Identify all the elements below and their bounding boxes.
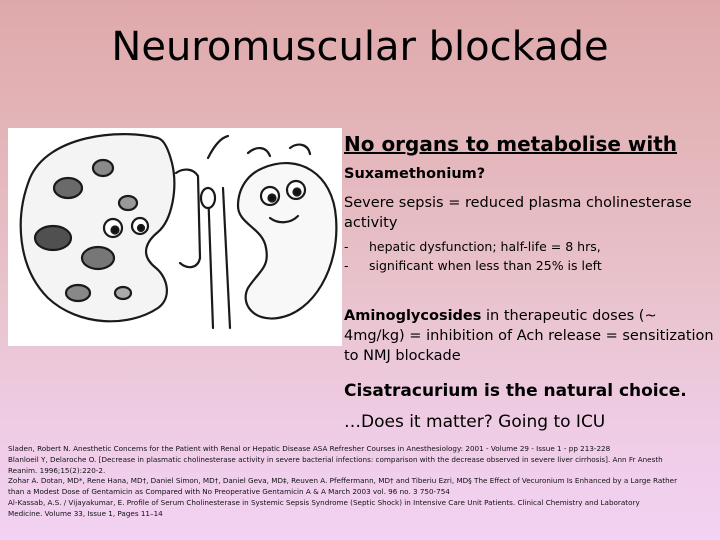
reference-line: Zohar A. Dotan, MD*, Rene Hana, MD†, Daniel Simon, MD†, Daniel Geva, MD‡, Reuven A. Pfeffermann, MD† and Tiberiu Ezri, MD§ The Effect of Vecuronium Is Enhanced by a Large Rather: [8, 476, 678, 486]
aminoglycosides-label: Aminoglycosides: [344, 308, 482, 324]
reference-line: Blanloeil Y, Delaroche O. [Decrease in plasmatic cholinesterase activity in severe bacterial infections: comparison with the decrease observed in severe liver cirrhosis]. Ann Fr Anesth: [8, 454, 663, 464]
reference-line: Al-Kassab, A.S. / Vijayakumar, E. Profile of Serum Cholinesterase in Systemic Sepsis Syndrome (Septic Shock) in Intensive Care Unit Patients. Clinical Chemistry and Laboratory: [8, 497, 640, 507]
list-item: - significant when less than 25% is left: [344, 256, 716, 275]
aminoglycosides-paragraph: [344, 306, 716, 366]
reference-line: Sladen, Robert N. Anesthetic Concerns for the Patient with Renal or Hepatic Disease ASA Refresher Courses in Anesthesiology: 2001 - Volume 29 - Issue 1 - pp 213-228: [8, 444, 611, 453]
slide-title: Neuromuscular blockade: [111, 24, 609, 70]
reference-line: Reanim. 1996;15(2):220-2.: [8, 465, 106, 475]
heading-no-organs: No organs to metabolise with: [344, 132, 678, 156]
sepsis-text: Severe sepsis = reduced plasma cholinesterase activity: [344, 195, 692, 231]
aminoglycosides-text: in therapeutic doses (~ 4mg/kg) = inhibition of Ach release = sensitization to NMJ blockade: [344, 308, 714, 364]
references: [8, 444, 718, 520]
question-text: …Does it matter? Going to ICU: [344, 412, 606, 432]
suxamethonium-label: Suxamethonium?: [344, 166, 486, 182]
reference-line: than a Modest Dose of Gentamicin as Compared with No Preoperative Gentamicin A & A March 2003 vol. 96 no. 3 750-754: [8, 487, 450, 497]
kidney-cartoon-illustration: [8, 128, 342, 346]
list-item: - hepatic dysfunction; half-life = 8 hrs,: [344, 237, 716, 256]
bullet-list: [344, 237, 716, 275]
reference-line: Medicine. Volume 33, Issue 1, Pages 11–14: [8, 508, 163, 518]
cisatracurium-text: Cisatracurium is the natural choice.: [344, 381, 687, 401]
